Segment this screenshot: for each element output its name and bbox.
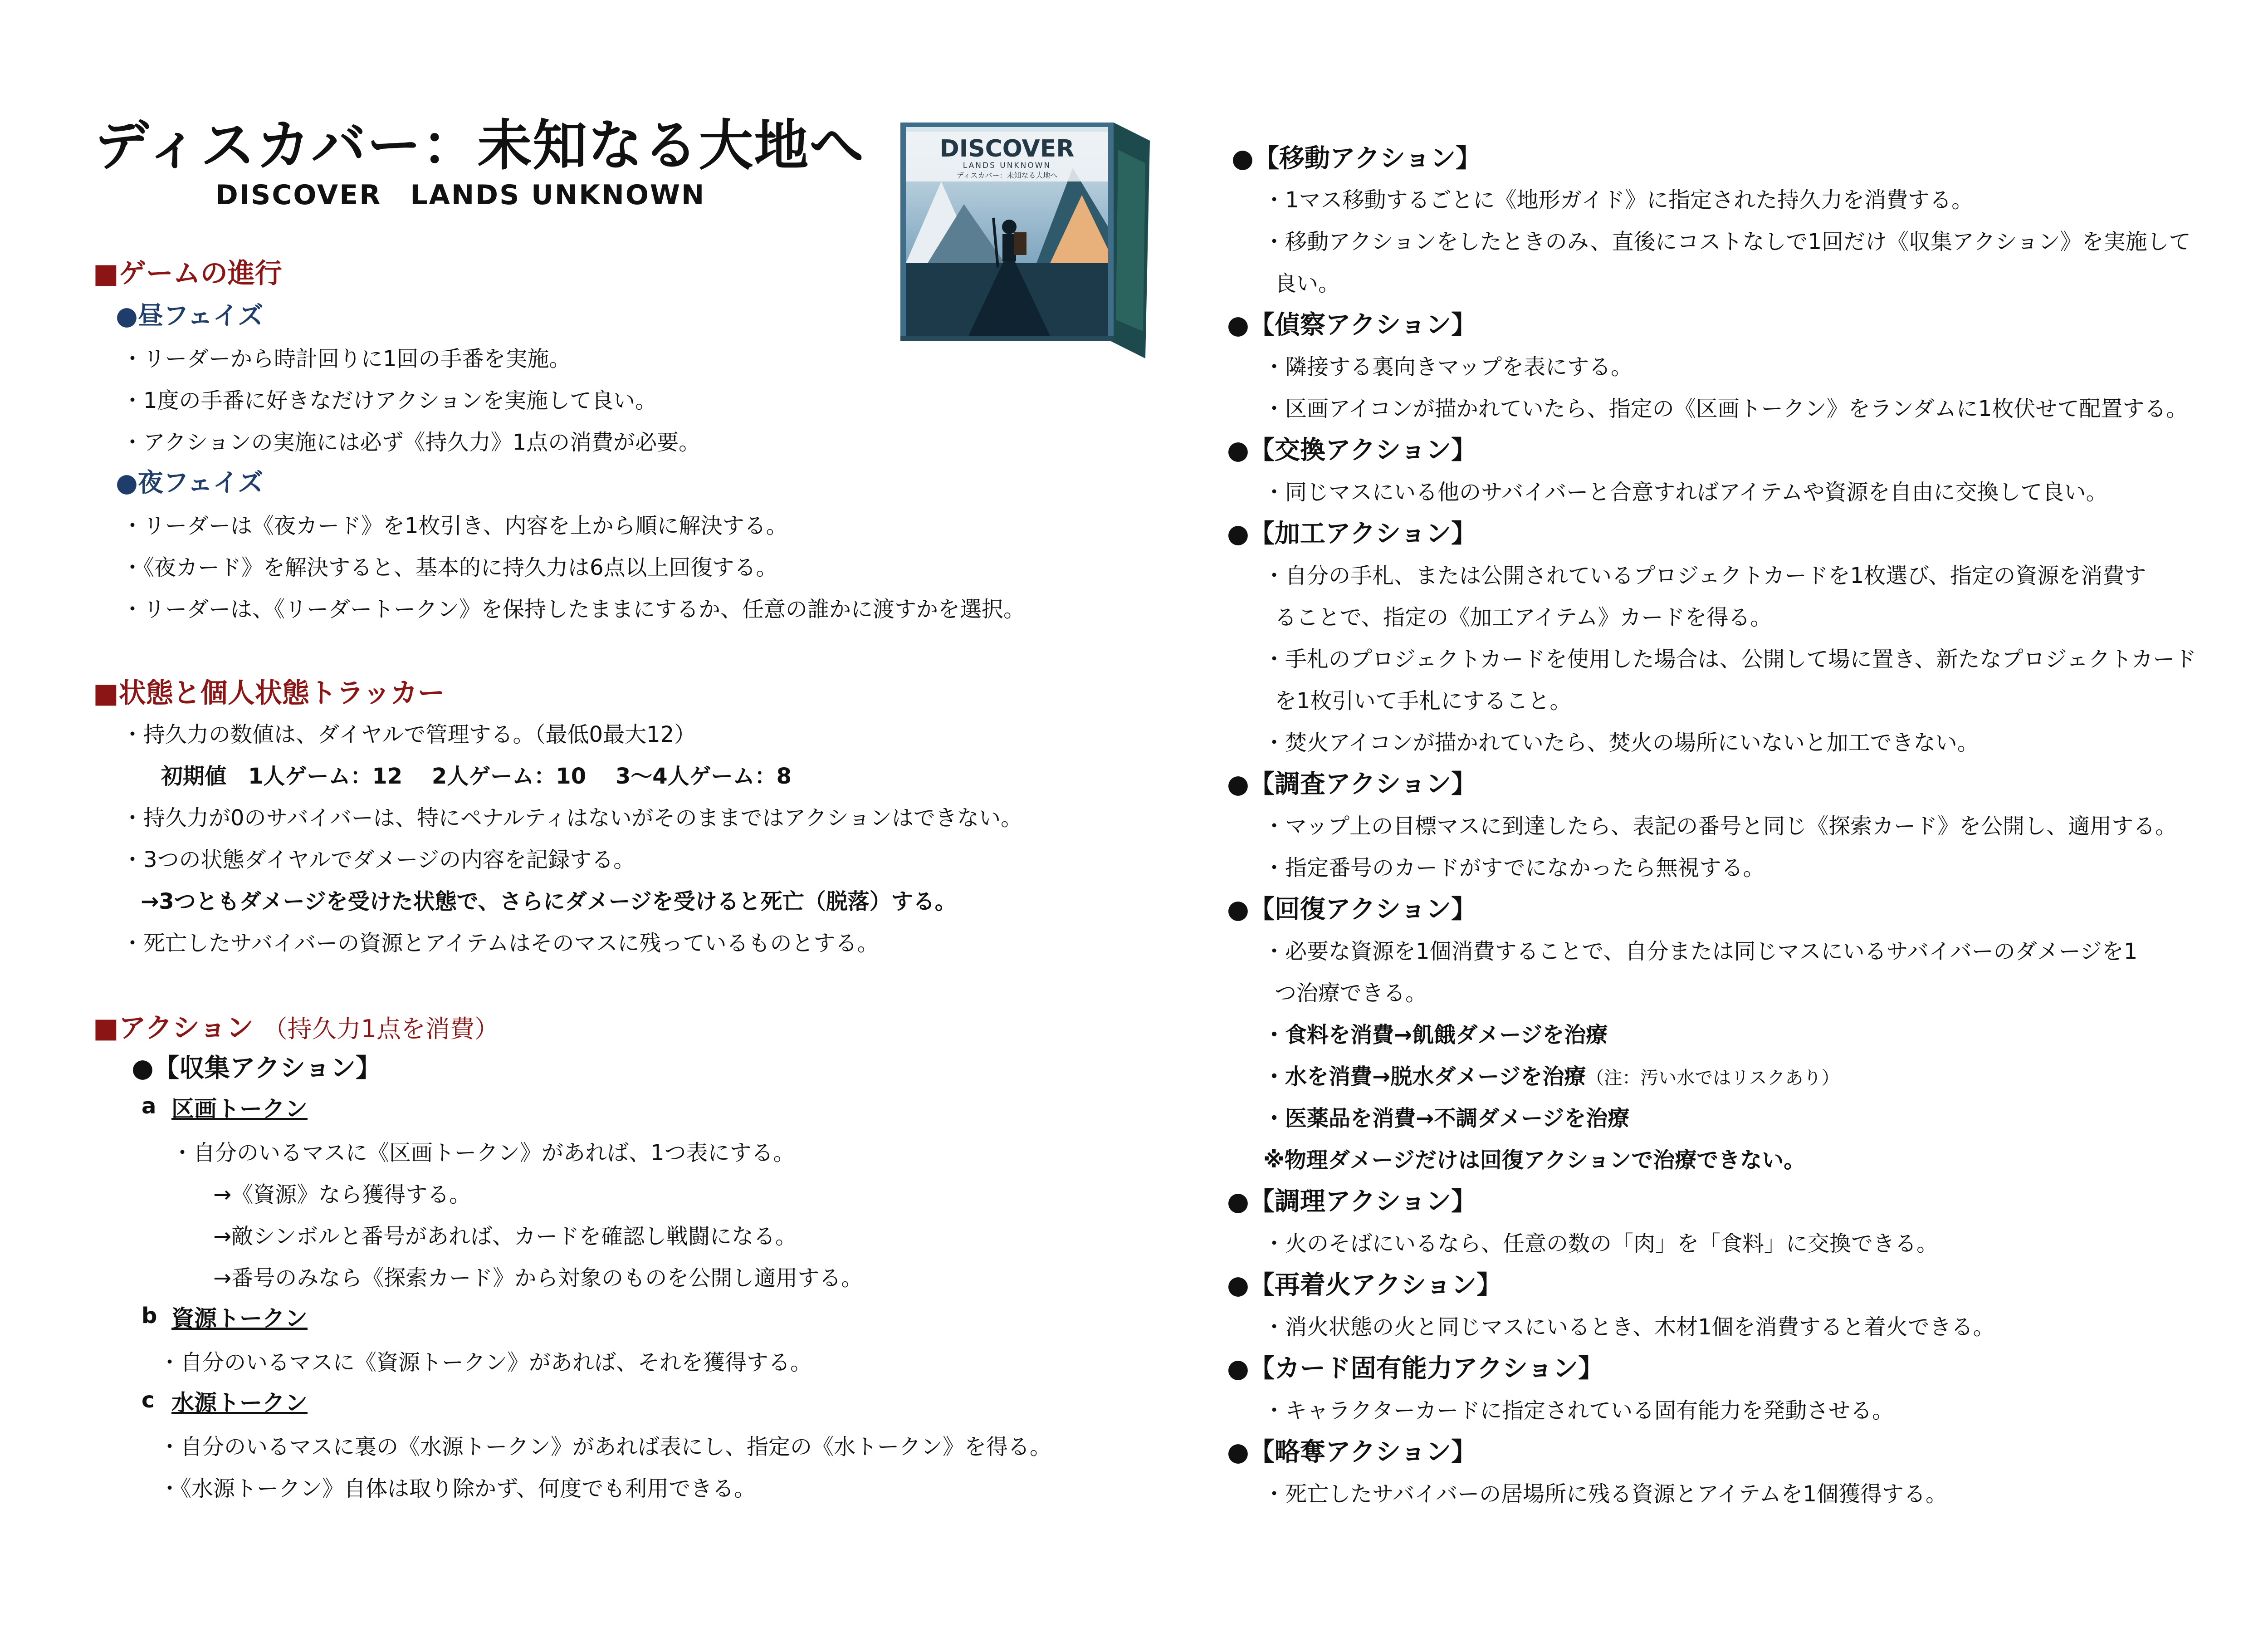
- status-line-2: 初期値 1人ゲーム：12 2人ゲーム：10 3～4人ゲーム：8: [161, 764, 792, 789]
- status-line-5: →3つともダメージを受けた状態で、さらにダメージを受けると死亡（脱落）する。: [141, 889, 957, 914]
- collect-b-item-1: ・自分のいるマスに《資源トークン》があれば、それを獲得する。: [159, 1350, 812, 1375]
- section-action-heading: [93, 1006, 499, 1045]
- status-line-4: ・3つの状態ダイヤルでダメージの内容を記録する。: [122, 847, 635, 873]
- ability-action-heading: ●【カード固有能力アクション】: [1227, 1354, 1604, 1383]
- collect-a-item-4: →番号のみなら《探索カード》から対象のものを公開し適用する。: [213, 1265, 863, 1291]
- trade-action-heading: ●【交換アクション】: [1227, 436, 1477, 465]
- day-phase-heading: ●昼フェイズ: [116, 301, 264, 331]
- recover-item-1: ・必要な資源を1個消費することで、自分または同じマスにいるサバイバーのダメージを1: [1263, 939, 2138, 964]
- action-heading-sub: （持久力1点を消費）: [263, 1015, 499, 1043]
- night-phase-heading: ●夜フェイズ: [116, 468, 264, 498]
- investigate-item-1: ・マップ上の目標マスに到達したら、表記の番号と同じ《探索カード》を公開し、適用する。: [1263, 814, 2177, 839]
- status-line-3: ・持久力が0のサバイバーは、特にペナルティはないがそのままではアクションはできない。: [122, 805, 1023, 831]
- craft-action-heading: ●【加工アクション】: [1227, 519, 1477, 549]
- cook-action-heading: ●【調理アクション】: [1227, 1187, 1477, 1216]
- night-item-1: ・リーダーは《夜カード》を1枚引き、内容を上から順に解決する。: [122, 513, 788, 539]
- investigate-item-2: ・指定番号のカードがすでになかったら無視する。: [1263, 855, 1765, 881]
- section-progress-heading: ■ゲームの進行: [93, 258, 282, 289]
- status-line-6: ・死亡したサバイバーの資源とアイテムはそのマスに残っているものとする。: [122, 931, 879, 956]
- recover-bold-2: [1263, 1059, 1839, 1090]
- loot-item-1: ・死亡したサバイバーの居場所に残る資源とアイテムを1個獲得する。: [1263, 1481, 1947, 1507]
- craft-item-3: ・手札のプロジェクトカードを使用した場合は、公開して場に置き、新たなプロジェクトカード: [1263, 647, 2197, 672]
- page-subtitle: DISCOVER LANDS UNKNOWN: [215, 179, 706, 211]
- section-status-heading: ■状態と個人状態トラッカー: [93, 677, 445, 709]
- scout-action-heading: ●【偵察アクション】: [1227, 310, 1477, 340]
- move-item-1: ・1マス移動するごとに《地形ガイド》に指定された持久力を消費する。: [1263, 187, 1974, 213]
- box-logo-sub: LANDS UNKNOWN: [963, 161, 1051, 170]
- craft-item-2: ることで、指定の《加工アイテム》カードを得る。: [1275, 605, 1772, 630]
- cook-item-1: ・火のそばにいるなら、任意の数の「肉」を「食料」に交換できる。: [1263, 1231, 1939, 1256]
- collect-a-item-3: →敵シンボルと番号があれば、カードを確認し戦闘になる。: [213, 1224, 797, 1249]
- craft-item-1: ・自分の手札、または公開されているプロジェクトカードを1枚選び、指定の資源を消費す: [1263, 563, 2146, 588]
- investigate-action-heading: ●【調査アクション】: [1227, 770, 1477, 799]
- recover-item-2: つ治療できる。: [1275, 980, 1427, 1006]
- status-line-1: ・持久力の数値は、ダイヤルで管理する。（最低0最大12）: [122, 722, 696, 747]
- day-item-2: ・1度の手番に好きなだけアクションを実施して良い。: [122, 388, 657, 413]
- loot-action-heading: ●【略奪アクション】: [1227, 1437, 1477, 1467]
- collect-a-item-2: →《資源》なら獲得する。: [213, 1182, 471, 1207]
- box-logo-jp: ディスカバー：未知なる大地へ: [956, 171, 1058, 180]
- day-item-1: ・リーダーから時計回りに1回の手番を実施。: [122, 346, 571, 372]
- night-item-2: ・《夜カード》を解決すると、基本的に持久力は6点以上回復する。: [122, 555, 778, 580]
- collect-c-title: 水源トークン: [171, 1390, 308, 1416]
- collect-action-heading: ●【収集アクション】: [132, 1054, 381, 1083]
- trade-item-1: ・同じマスにいる他のサバイバーと合意すればアイテムや資源を自由に交換して良い。: [1263, 480, 2108, 505]
- relight-action-heading: ●【再着火アクション】: [1227, 1270, 1502, 1300]
- recover-bold-3: ・医薬品を消費→不調ダメージを治療: [1263, 1106, 1630, 1131]
- box-logo: DISCOVER: [939, 135, 1075, 162]
- move-item-3: 良い。: [1275, 271, 1340, 296]
- ability-item-1: ・キャラクターカードに指定されている固有能力を発動させる。: [1263, 1398, 1894, 1423]
- relight-item-1: ・消火状態の火と同じマスにいるとき、木材1個を消費すると着火できる。: [1263, 1314, 1995, 1340]
- move-action-heading: ●【移動アクション】: [1232, 144, 1481, 173]
- move-item-2: ・移動アクションをしたときのみ、直後にコストなしで1回だけ《収集アクション》を実施して: [1263, 229, 2191, 255]
- scout-item-2: ・区画アイコンが描かれていたら、指定の《区画トークン》をランダムに1枚伏せて配置する。: [1263, 396, 2188, 422]
- day-item-3: ・アクションの実施には必ず《持久力》1点の消費が必要。: [122, 430, 701, 455]
- collect-a-item-1: ・自分のいるマスに《区画トークン》があれば、1つ表にする。: [171, 1140, 795, 1166]
- collect-b-title: 資源トークン: [171, 1305, 308, 1332]
- collect-b-label: b: [142, 1303, 157, 1328]
- craft-item-4: を1枚引いて手札にすること。: [1275, 688, 1572, 714]
- collect-a-title: 区画トークン: [171, 1096, 308, 1122]
- recover-bold-2-text: ・水を消費→脱水ダメージを治療: [1263, 1064, 1586, 1089]
- recover-bold-1: ・食料を消費→飢餓ダメージを治療: [1263, 1022, 1608, 1048]
- collect-a-label: a: [142, 1093, 156, 1119]
- action-heading-main: ■アクション: [93, 1012, 254, 1044]
- collect-c-item-1: ・自分のいるマスに裏の《水源トークン》があれば表にし、指定の《水トークン》を得る。: [159, 1434, 1052, 1460]
- recover-action-heading: ●【回復アクション】: [1227, 895, 1477, 924]
- craft-item-5: ・焚火アイコンが描かれていたら、焚火の場所にいないと加工できない。: [1263, 730, 1979, 755]
- night-item-3: ・リーダーは、《リーダートークン》を保持したままにするか、任意の誰かに渡すかを選択。: [122, 597, 1026, 622]
- scout-item-1: ・隣接する裏向きマップを表にする。: [1263, 354, 1633, 380]
- game-box-image: [900, 113, 1150, 358]
- recover-bold-4: ※物理ダメージだけは回復アクションで治療できない。: [1263, 1147, 1806, 1173]
- collect-c-item-2: ・《水源トークン》自体は取り除かず、何度でも利用できる。: [159, 1476, 756, 1501]
- recover-bold-2-note: （注：汚い水ではリスクあり）: [1586, 1068, 1840, 1088]
- page-title: ディスカバー：未知なる大地へ: [94, 114, 865, 177]
- collect-c-label: c: [142, 1387, 155, 1413]
